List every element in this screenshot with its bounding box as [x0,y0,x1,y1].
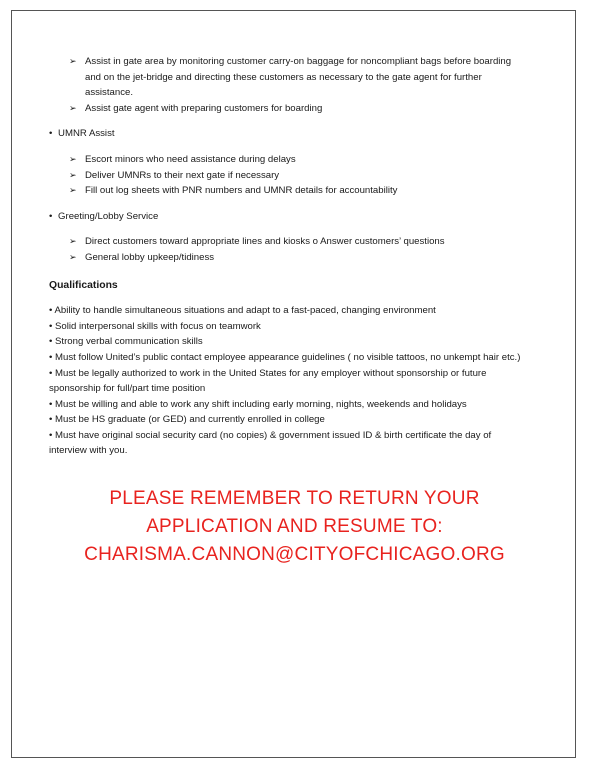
bullet-icon: • [49,128,53,140]
return-application-notice [0,485,589,569]
list-item: • Must be HS graduate (or GED) and currently enrolled in college [49,414,325,426]
arrow-bullet-icon: ➢ [69,169,77,180]
qualifications-heading: Qualifications [49,279,118,291]
list-item: • Ability to handle simultaneous situations and adapt to a fast-paced, changing environment [49,305,436,317]
contact-email: CHARISMA.CANNON@CITYOFCHICAGO.ORG [84,544,505,565]
list-item: ➢ Direct customers toward appropriate lines and kiosks o Answer customers’ questions [49,234,529,250]
document-content [49,54,529,459]
list-item: ➢ Assist gate agent with preparing customers for boarding [49,101,529,117]
list-item: • Must be willing and able to work any shift including early morning, nights, weekends and holidays [49,398,467,410]
bullet-icon: • [49,336,53,348]
greeting-heading: • Greeting/Lobby Service [49,210,159,222]
umnr-heading: • UMNR Assist [49,128,115,140]
bullet-icon: • [49,210,53,222]
bullet-icon: • [49,367,53,379]
list-item: • Solid interpersonal skills with focus on teamwork [49,320,261,332]
arrow-bullet-icon: ➢ [69,56,77,66]
notice-line: PLEASE REMEMBER TO RETURN YOUR [109,488,480,509]
bullet-icon: • [49,414,53,426]
arrow-bullet-icon: ➢ [69,102,77,113]
notice-line: APPLICATION AND RESUME TO: [146,516,443,537]
bullet-icon: • [49,351,53,363]
list-item: • Must have original social security card (no copies) & government issued ID & birth certificate the day of interview with you. [49,429,492,457]
arrow-bullet-icon: ➢ [69,153,77,164]
list-item: • Must follow United’s public contact employee appearance guidelines ( no visible tattoos, no unkempt hair etc.) [49,351,521,363]
bullet-icon: • [49,305,53,317]
qualifications-list [49,303,529,459]
bullet-icon: • [49,429,53,441]
bullet-icon: • [49,398,53,410]
list-item: ➢ Assist in gate area by monitoring customer carry-on baggage for noncompliant bags before boarding and on the jet-bridge and directing these customers as necessary to the gate agent for further assistance. [69,56,512,99]
list-item: • Strong verbal communication skills [49,336,203,348]
greeting-list [49,234,529,265]
arrow-bullet-icon: ➢ [69,251,77,262]
gate-duties-list [49,54,529,116]
umnr-list [49,152,529,199]
list-item: ➢ Fill out log sheets with PNR numbers and UMNR details for accountability [49,183,529,199]
bullet-icon: • [49,320,53,332]
list-item: ➢ Deliver UMNRs to their next gate if necessary [49,168,529,184]
list-item: ➢ Escort minors who need assistance during delays [49,152,529,168]
arrow-bullet-icon: ➢ [69,185,77,196]
arrow-bullet-icon: ➢ [69,236,77,247]
list-item: • Must be legally authorized to work in the United States for any employer without sponsorship or future sponsorship for full/part time position [49,367,487,395]
list-item: ➢ General lobby upkeep/tidiness [49,250,529,266]
